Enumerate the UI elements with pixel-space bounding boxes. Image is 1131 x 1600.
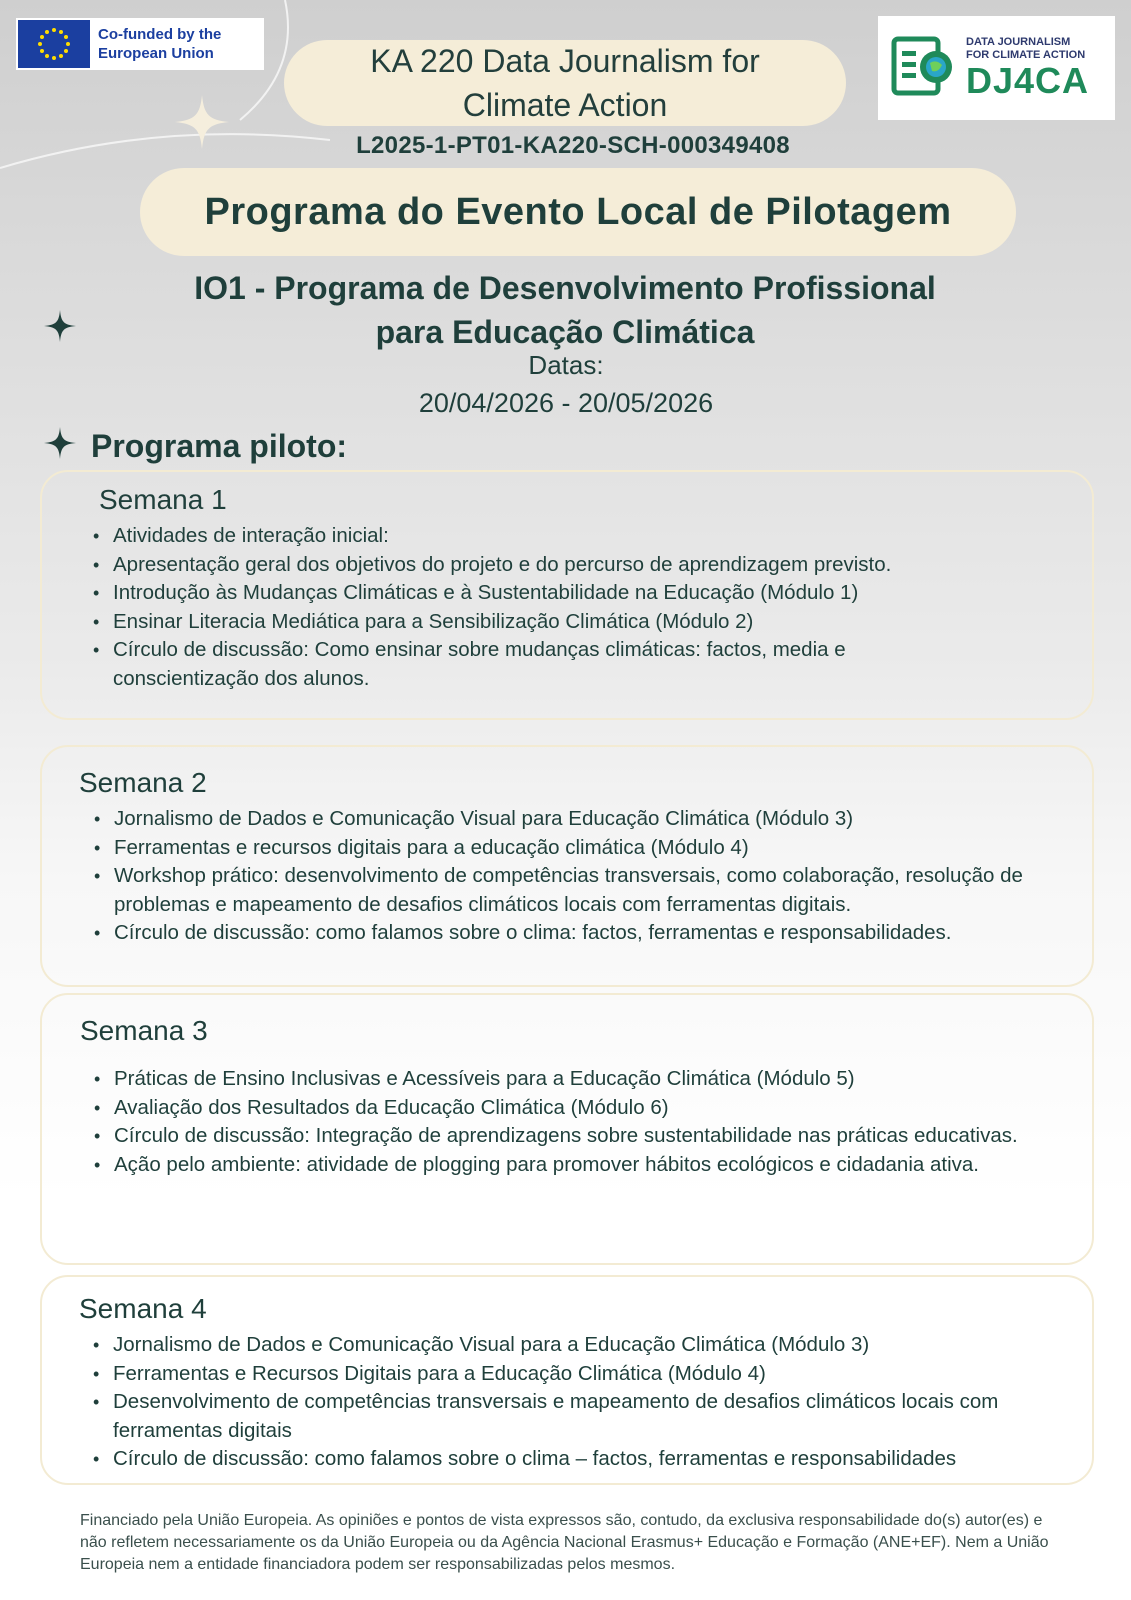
dj4ca-logo (878, 16, 1115, 120)
list-item: • Workshop prático: desenvolvimento de competências transversais, como colaboração, resolução de problemas e mapeamento de desafios climáticos locais com ferramentas digitais. (90, 862, 1040, 919)
week-items (89, 522, 949, 693)
week-card-3 (40, 993, 1094, 1265)
sparkle-icon (44, 427, 76, 459)
project-name: KA 220 Data Journalism for Climate Action (370, 43, 760, 123)
list-item: • Apresentação geral dos objetivos do projeto e do percurso de aprendizagem previsto. (89, 551, 949, 580)
sparkle-icon (44, 310, 76, 342)
week-card-2 (40, 745, 1094, 987)
week-items (89, 1331, 1089, 1474)
week-title: Semana 2 (79, 767, 207, 798)
week-title: Semana 3 (80, 1015, 208, 1046)
week-card-1 (40, 470, 1094, 720)
week-items (90, 805, 1040, 948)
page-title-pill (140, 168, 1016, 256)
list-item: • Atividades de interação inicial: (89, 522, 949, 551)
dj4ca-logo-subtitle: DATA JOURNALISM FOR CLIMATE ACTION (966, 36, 1086, 61)
list-item: • Ensinar Literacia Mediática para a Sensibilização Climática (Módulo 2) (89, 608, 949, 637)
project-name-pill (284, 40, 846, 126)
document-globe-icon (890, 33, 960, 104)
list-item: • Ferramentas e recursos digitais para a educação climática (Módulo 4) (90, 834, 1040, 863)
eu-logo-text: Co-funded by the European Union (98, 26, 222, 62)
dates-label: Datas: (528, 350, 604, 380)
list-item: • Práticas de Ensino Inclusivas e Acessíveis para a Educação Climática (Módulo 5) (90, 1065, 1040, 1094)
list-item: • Círculo de discussão: como falamos sobre o clima: factos, ferramentas e responsabilidades. (90, 919, 1040, 948)
eu-flag-icon (18, 20, 90, 68)
list-item: • Círculo de discussão: como falamos sobre o clima – factos, ferramentas e responsabilidades (89, 1445, 1089, 1474)
funding-disclaimer: Financiado pela União Europeia. As opiniões e pontos de vista expressos são, contudo, da exclusiva responsabilidade do(s) autor(es) e não refletem necessariamente os da União Europeia ou da Agência Nacional Erasmus+ Educação e Formação (ANE+EF). Nem a União Europeia nem a entidade financiadora podem ser responsabilizadas pelos mesmos. (80, 1512, 1049, 1573)
dj4ca-logo-title: DJ4CA (966, 60, 1090, 101)
io-title-line2: para Educação Climática (375, 314, 755, 350)
list-item: • Introdução às Mudanças Climáticas e à Sustentabilidade na Educação (Módulo 1) (89, 579, 949, 608)
list-item: • Avaliação dos Resultados da Educação Climática (Módulo 6) (90, 1094, 1040, 1123)
week-card-4 (40, 1275, 1094, 1485)
week-items (90, 1065, 1040, 1179)
project-code: L2025-1-PT01-KA220-SCH-000349408 (356, 132, 790, 159)
week-title: Semana 1 (99, 484, 227, 515)
list-item: • Círculo de discussão: Como ensinar sobre mudanças climáticas: factos, media e conscientização dos alunos. (89, 636, 949, 693)
page-title: Programa do Evento Local de Pilotagem (204, 190, 952, 233)
list-item: • Jornalismo de Dados e Comunicação Visual para Educação Climática (Módulo 3) (90, 805, 1040, 834)
eu-cofunded-logo (16, 18, 264, 70)
io-title (130, 266, 1000, 354)
list-item: • Jornalismo de Dados e Comunicação Visual para a Educação Climática (Módulo 3) (89, 1331, 1089, 1360)
dates-value: 20/04/2026 - 20/05/2026 (418, 388, 714, 418)
list-item: • Ação pelo ambiente: atividade de plogging para promover hábitos ecológicos e cidadania ativa. (90, 1151, 1040, 1180)
list-item: • Círculo de discussão: Integração de aprendizagens sobre sustentabilidade nas práticas educativas. (90, 1122, 1040, 1151)
program-heading: Programa piloto: (91, 428, 348, 464)
week-title: Semana 4 (79, 1293, 207, 1324)
list-item: • Desenvolvimento de competências transversais e mapeamento de desafios climáticos locais com ferramentas digitais (89, 1388, 1089, 1445)
io-title-line1: IO1 - Programa de Desenvolvimento Profissional (194, 270, 936, 306)
list-item: • Ferramentas e Recursos Digitais para a Educação Climática (Módulo 4) (89, 1360, 1089, 1389)
